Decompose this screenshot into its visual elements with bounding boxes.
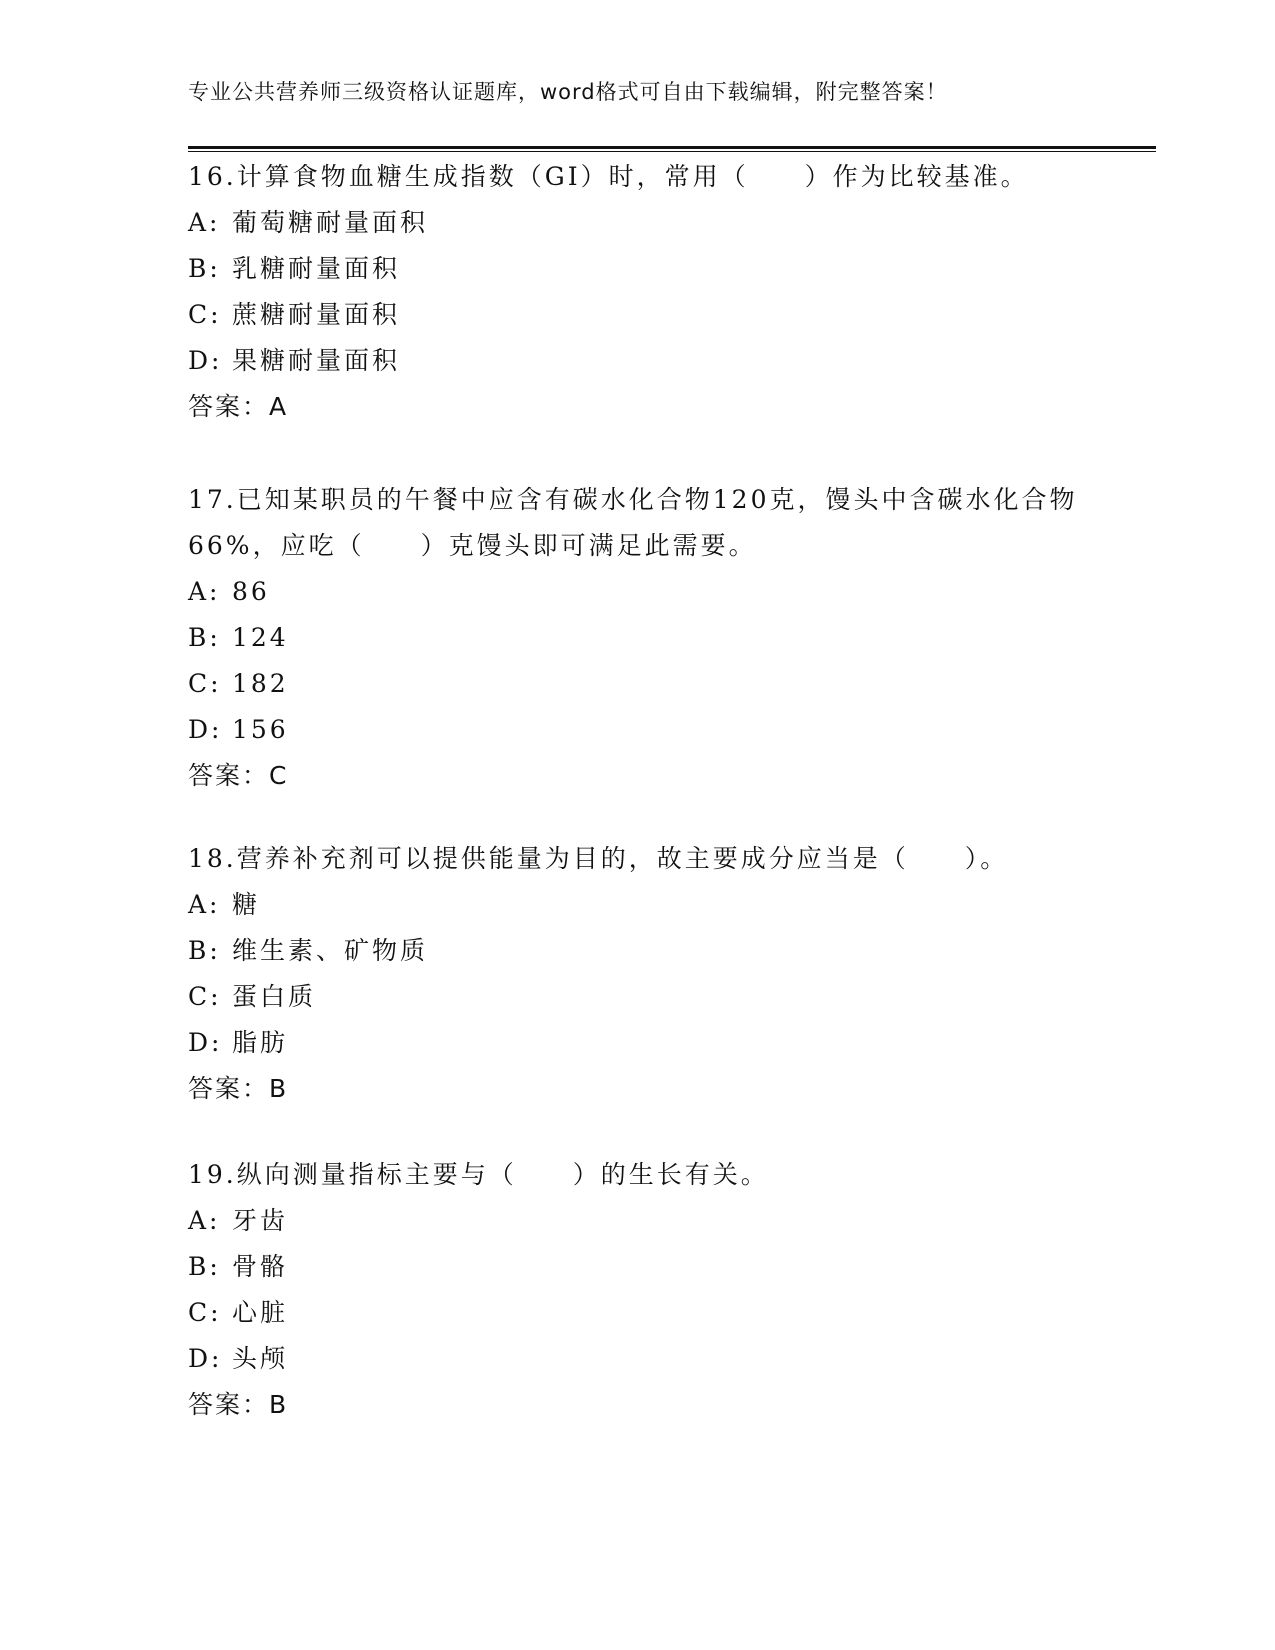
option-letter: A: bbox=[188, 1206, 221, 1235]
option-letter: B: bbox=[188, 1252, 221, 1281]
answer-line: 答案：A bbox=[188, 392, 289, 421]
option-d bbox=[188, 1020, 1088, 1066]
option-c bbox=[188, 974, 1088, 1020]
question-19 bbox=[188, 1152, 1088, 1428]
answer-line: 答案：B bbox=[188, 1074, 289, 1103]
option-b bbox=[188, 1244, 1088, 1290]
option-d bbox=[188, 707, 1088, 753]
option-letter: B: bbox=[188, 623, 221, 652]
question-16 bbox=[188, 154, 1088, 430]
option-text: 葡萄糖耐量面积 bbox=[232, 208, 429, 237]
option-letter: C: bbox=[188, 300, 222, 329]
option-text: 维生素、矿物质 bbox=[232, 936, 429, 965]
option-letter: D: bbox=[188, 1344, 223, 1373]
answer-line: 答案：C bbox=[188, 761, 289, 790]
question-stem: 17.已知某职员的午餐中应含有碳水化合物120克，馒头中含碳水化合物66%，应吃（ ）克馒头即可满足此需要。 bbox=[188, 485, 1078, 560]
option-letter: C: bbox=[188, 669, 222, 698]
option-b bbox=[188, 615, 1088, 661]
option-c bbox=[188, 292, 1088, 338]
option-letter: C: bbox=[188, 1298, 222, 1327]
option-text: 182 bbox=[232, 669, 289, 698]
option-letter: D: bbox=[188, 715, 223, 744]
option-text: 124 bbox=[232, 623, 289, 652]
option-text: 86 bbox=[232, 577, 270, 606]
option-text: 156 bbox=[232, 715, 289, 744]
question-stem: 18.营养补充剂可以提供能量为目的，故主要成分应当是（ ）。 bbox=[188, 844, 1009, 873]
option-d bbox=[188, 1336, 1088, 1382]
option-letter: A: bbox=[188, 890, 221, 919]
option-a bbox=[188, 569, 1088, 615]
option-c bbox=[188, 661, 1088, 707]
option-d bbox=[188, 338, 1088, 384]
option-b bbox=[188, 246, 1088, 292]
question-stem: 19.纵向测量指标主要与（ ）的生长有关。 bbox=[188, 1160, 769, 1189]
question-17 bbox=[188, 477, 1088, 799]
option-text: 果糖耐量面积 bbox=[232, 346, 401, 375]
option-letter: D: bbox=[188, 346, 223, 375]
option-b bbox=[188, 928, 1088, 974]
option-text: 蔗糖耐量面积 bbox=[232, 300, 401, 329]
option-letter: C: bbox=[188, 982, 222, 1011]
answer-line: 答案：B bbox=[188, 1390, 289, 1419]
option-text: 骨骼 bbox=[232, 1252, 289, 1281]
option-text: 牙齿 bbox=[232, 1206, 289, 1235]
option-text: 头颅 bbox=[232, 1344, 289, 1373]
option-a bbox=[188, 200, 1088, 246]
option-text: 脂肪 bbox=[232, 1028, 289, 1057]
question-18 bbox=[188, 836, 1088, 1112]
option-c bbox=[188, 1290, 1088, 1336]
option-letter: A: bbox=[188, 577, 221, 606]
option-letter: B: bbox=[188, 254, 221, 283]
option-text: 乳糖耐量面积 bbox=[232, 254, 401, 283]
option-a bbox=[188, 1198, 1088, 1244]
option-letter: D: bbox=[188, 1028, 223, 1057]
option-text: 蛋白质 bbox=[232, 982, 317, 1011]
header-rule-thin bbox=[188, 151, 1156, 152]
option-text: 糖 bbox=[232, 890, 261, 919]
option-text: 心脏 bbox=[232, 1298, 289, 1327]
option-letter: A: bbox=[188, 208, 221, 237]
option-letter: B: bbox=[188, 936, 221, 965]
question-stem: 16.计算食物血糖生成指数（GI）时，常用（ ）作为比较基准。 bbox=[188, 162, 1029, 191]
page-header: 专业公共营养师三级资格认证题库，word格式可自由下载编辑，附完整答案！ bbox=[188, 80, 948, 104]
header-rule-thick bbox=[188, 146, 1156, 149]
option-a bbox=[188, 882, 1088, 928]
